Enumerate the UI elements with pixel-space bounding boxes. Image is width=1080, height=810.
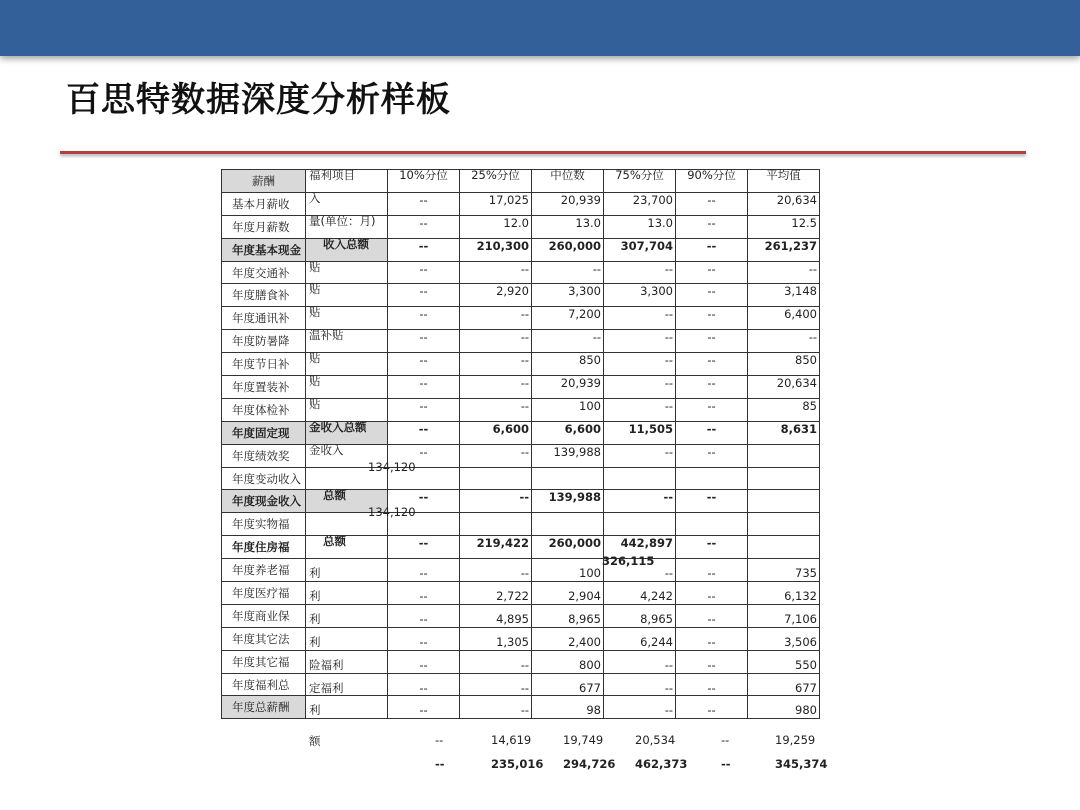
cell-p50: 260,000 [532,536,604,559]
cell-p50: 100 [532,559,604,582]
header-salary: 薪酬 [222,170,306,193]
table-row [222,604,820,627]
cell-p10: -- [388,582,460,605]
row-label: 年度其它法 [222,627,306,650]
cell-p25: -- [460,376,532,399]
row-sublabel: 入 [306,192,388,215]
table-row [222,559,820,582]
cell-p75: -- [604,490,676,513]
cell-avg [748,467,820,490]
cell-avg: 8,631 [748,421,820,444]
cell-p90: -- [676,215,748,238]
table-row [222,284,820,307]
table-row [222,582,820,605]
cell-p25: -- [460,307,532,330]
cell-p90: -- [676,673,748,696]
cell-p75: 23,700 [604,192,676,215]
cell-p50: 139,988 [532,490,604,513]
cell-p75: -- [604,330,676,353]
cell-avg [748,444,820,467]
cell-p50: 20,939 [532,192,604,215]
cell-p10: -- [388,307,460,330]
cell-avg: 3,148 [748,284,820,307]
cell-p25: -- [460,444,532,467]
cell-avg: 261,237 [748,238,820,261]
salary-table [221,169,819,719]
cell-p25 [460,513,532,536]
cell-p90: -- [676,330,748,353]
cell-p75: -- [604,696,676,719]
row-sublabel: 金收入总额 [306,421,388,444]
cell-p10: 134,120 [388,513,460,536]
cell-p90: -- [676,650,748,673]
cell-p75: -- [604,261,676,284]
row-sublabel: 金收入 [306,444,388,467]
cell-p90: -- [676,376,748,399]
cell-p90: -- [676,261,748,284]
cell-p90: -- [676,398,748,421]
table-row [222,398,820,421]
cell-p10: -- [388,604,460,627]
footer-cell-p10: -- [435,757,445,771]
cell-p10: -- [388,650,460,673]
cell-p10: -- [388,192,460,215]
row-label: 基本月薪收 [222,192,306,215]
cell-p90: -- [676,192,748,215]
row-sublabel: 贴 [306,353,388,376]
table-row [222,330,820,353]
row-label: 年度变动收入 [222,467,306,490]
cell-p10: -- [388,696,460,719]
cell-p50: 260,000 [532,238,604,261]
row-sublabel: 总额 [306,490,388,513]
cell-p50: 7,200 [532,307,604,330]
row-sublabel: 贴 [306,398,388,421]
row-label: 年度通讯补 [222,307,306,330]
cell-p75: -- [604,444,676,467]
cell-avg: 980 [748,696,820,719]
row-label: 年度月薪数 [222,215,306,238]
row-label: 年度膳食补 [222,284,306,307]
cell-p25: 2,920 [460,284,532,307]
cell-p50: 6,600 [532,421,604,444]
cell-p10: -- [388,559,460,582]
row-sublabel: 贴 [306,261,388,284]
cell-p90: -- [676,559,748,582]
table-row [222,513,820,536]
footer-row-1 [221,730,819,752]
cell-p50: 2,904 [532,582,604,605]
row-sublabel: 利 [306,696,388,719]
table-row [222,215,820,238]
cell-p75: 442,897 [604,536,676,559]
row-sublabel: 贴 [306,376,388,399]
cell-p50: 98 [532,696,604,719]
table-row [222,673,820,696]
row-label: 年度总薪酬 [222,696,306,719]
cell-p90: -- [676,353,748,376]
table-row [222,490,820,513]
footer-cell-p75: 20,534 [635,733,676,747]
table-row [222,421,820,444]
row-label: 年度固定现 [222,421,306,444]
cell-p25: 4,895 [460,604,532,627]
row-label: 年度绩效奖 [222,444,306,467]
cell-p90 [676,467,748,490]
cell-p10: -- [388,215,460,238]
title-divider [60,151,1026,154]
cell-p75 [604,467,676,490]
cell-p75: 6,244 [604,627,676,650]
row-sublabel: 总额 [306,536,388,559]
row-label: 年度福利总 [222,673,306,696]
cell-p75: -- [604,559,676,582]
cell-p75: -- [604,650,676,673]
footer-cell-p50: 294,726 [563,757,616,771]
row-sublabel: 收入总额 [306,238,388,261]
cell-p75: -- [604,398,676,421]
cell-p10: -- [388,261,460,284]
table-row [222,376,820,399]
footer-cell-p90: -- [721,733,730,747]
row-sublabel: 贴 [306,307,388,330]
cell-p25: 2,722 [460,582,532,605]
cell-p25: 17,025 [460,192,532,215]
cell-p25: 12.0 [460,215,532,238]
cell-p90: -- [676,284,748,307]
cell-p75: 8,965 [604,604,676,627]
cell-p50 [532,467,604,490]
cell-avg: 735 [748,559,820,582]
header-p75: 75%分位 [604,170,676,193]
cell-p10: -- [388,398,460,421]
cell-p10: -- [388,238,460,261]
header-p90: 90%分位 [676,170,748,193]
row-label: 年度商业保 [222,604,306,627]
cell-p10: -- [388,627,460,650]
row-sublabel: 定福利 [306,673,388,696]
cell-p50: 800 [532,650,604,673]
cell-p90: -- [676,490,748,513]
row-sublabel: 利 [306,604,388,627]
row-label: 年度医疗福 [222,582,306,605]
row-label: 年度交通补 [222,261,306,284]
cell-avg: 12.5 [748,215,820,238]
row-sublabel: 贴 [306,284,388,307]
row-label: 年度防暑降 [222,330,306,353]
cell-avg [748,490,820,513]
row-label: 年度体检补 [222,398,306,421]
cell-p10: -- [388,673,460,696]
cell-p90: -- [676,421,748,444]
cell-p25: -- [460,398,532,421]
footer-cell-p90: -- [721,757,731,771]
row-label: 年度现金收入 [222,490,306,513]
cell-p50: 13.0 [532,215,604,238]
cell-p50 [532,513,604,536]
table-row [222,627,820,650]
cell-p50: -- [532,330,604,353]
cell-avg: 7,106 [748,604,820,627]
cell-avg [748,536,820,559]
footer-cell-p25: 235,016 [491,757,544,771]
cell-p90: -- [676,627,748,650]
cell-p75: -- [604,376,676,399]
cell-avg [748,513,820,536]
cell-p25: -- [460,696,532,719]
cell-avg: 677 [748,673,820,696]
cell-p25: -- [460,673,532,696]
cell-p90: -- [676,696,748,719]
cell-p50: 2,400 [532,627,604,650]
cell-p50: 850 [532,353,604,376]
top-banner [0,0,1080,56]
row-sublabel: 利 [306,582,388,605]
footer-cell-p10: -- [435,733,444,747]
footer-cell-sub: 额 [309,734,321,748]
cell-p75: 4,242 [604,582,676,605]
cell-p90: -- [676,444,748,467]
cell-p25: -- [460,330,532,353]
table-row [222,696,820,719]
cell-p25: -- [460,559,532,582]
cell-p90: -- [676,238,748,261]
cell-p50: 3,300 [532,284,604,307]
row-label: 年度基本现金 [222,238,306,261]
cell-p25: -- [460,490,532,513]
cell-p75: 11,505 [604,421,676,444]
row-sublabel: 量(单位：月) [306,215,388,238]
cell-p75: 307,704 [604,238,676,261]
row-label: 年度节日补 [222,353,306,376]
row-sublabel: 利 [306,559,388,582]
cell-p25: -- [460,261,532,284]
header-average: 平均值 [748,170,820,193]
cell-p90: -- [676,582,748,605]
footer-row-2 [221,754,828,776]
cell-p90: -- [676,536,748,559]
cell-p50: 8,965 [532,604,604,627]
cell-p75: -- [604,353,676,376]
cell-p75 [604,513,676,536]
cell-p25: -- [460,353,532,376]
cell-p75: 13.0 [604,215,676,238]
row-label: 年度养老福 [222,559,306,582]
table-row [222,261,820,284]
row-label: 年度实物福 [222,513,306,536]
cell-p10: -- [388,376,460,399]
cell-p25: 1,305 [460,627,532,650]
cell-p75: 3,300 [604,284,676,307]
overflow-value: 326,115 [602,554,655,569]
cell-p10: 134,120 [388,467,460,490]
header-benefit-item: 福利项目 [306,170,388,193]
cell-avg: 3,506 [748,627,820,650]
cell-p50: 677 [532,673,604,696]
cell-p50: 20,939 [532,376,604,399]
footer-cell-avg: 19,259 [775,733,816,747]
table-header-row [222,170,820,193]
row-label: 年度住房福 [222,536,306,559]
table-row [222,536,820,559]
table-row [222,192,820,215]
row-label: 年度置装补 [222,376,306,399]
cell-avg: 850 [748,353,820,376]
cell-p10: -- 326,115 [388,536,460,559]
cell-p10: -- [388,444,460,467]
cell-p25 [460,467,532,490]
table-row [222,353,820,376]
cell-avg: 85 [748,398,820,421]
footer-cell-avg: 345,374 [775,757,828,771]
cell-avg: -- [748,261,820,284]
cell-p90: -- [676,604,748,627]
row-sublabel: 温补贴 [306,330,388,353]
cell-p10: -- [388,421,460,444]
cell-p25: 219,422 [460,536,532,559]
table-row [222,467,820,490]
footer-cell-p25: 14,619 [491,733,532,747]
cell-p25: -- [460,650,532,673]
cell-avg: 20,634 [748,376,820,399]
row-label: 年度其它福 [222,650,306,673]
cell-avg: 6,400 [748,307,820,330]
table-row [222,444,820,467]
cell-p75: -- [604,673,676,696]
footer-cell-p50: 19,749 [563,733,604,747]
cell-p10: -- [388,353,460,376]
cell-p10: -- [388,490,460,513]
cell-p50: 100 [532,398,604,421]
table-row [222,238,820,261]
cell-p50: 139,988 [532,444,604,467]
cell-p10: -- [388,284,460,307]
cell-p10: -- [388,330,460,353]
cell-p50: -- [532,261,604,284]
table-row [222,307,820,330]
cell-avg: 20,634 [748,192,820,215]
cell-p25: 210,300 [460,238,532,261]
cell-p75: -- [604,307,676,330]
slide-title: 百思特数据深度分析样板 [66,80,451,120]
cell-p25: 6,600 [460,421,532,444]
header-p10: 10%分位 [388,170,460,193]
cell-avg: 550 [748,650,820,673]
header-p25: 25%分位 [460,170,532,193]
header-median: 中位数 [532,170,604,193]
table-row [222,650,820,673]
cell-avg: -- [748,330,820,353]
cell-avg: 6,132 [748,582,820,605]
row-sublabel: 险福利 [306,650,388,673]
cell-p90 [676,513,748,536]
row-sublabel: 利 [306,627,388,650]
cell-p90: -- [676,307,748,330]
footer-cell-p75: 462,373 [635,757,688,771]
